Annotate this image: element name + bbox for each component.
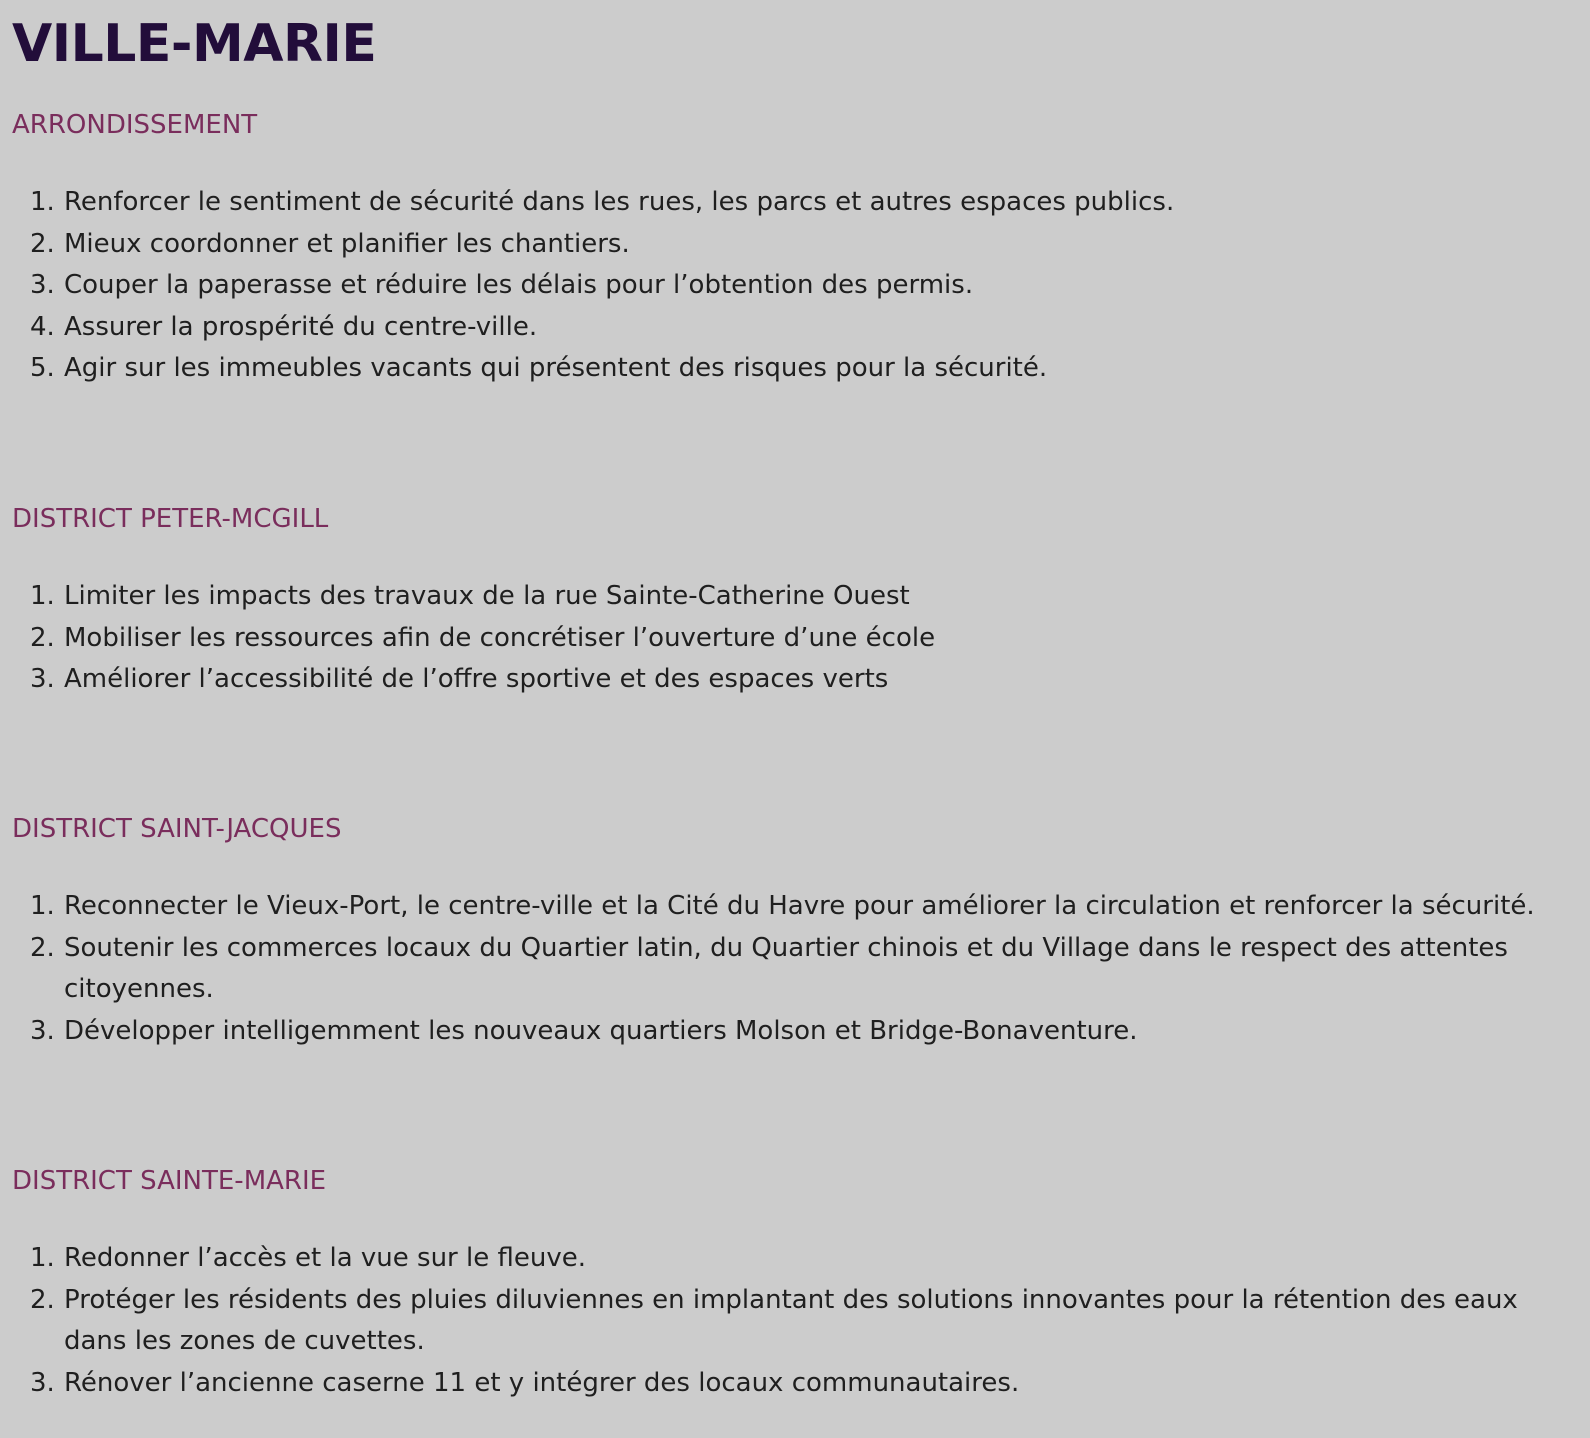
goal-list <box>12 886 1572 1052</box>
list-item <box>12 1238 1544 1280</box>
list-item-number: 1. <box>30 581 55 611</box>
goal-list <box>12 182 1572 390</box>
list-item <box>12 348 1544 390</box>
goal-list <box>12 576 1572 701</box>
list-item-text: Soutenir les commerces locaux du Quartier latin, du Quartier chinois et du Village dans le respect des attentes citoyennes. <box>64 932 1508 1004</box>
list-item-number: 3. <box>30 1367 55 1398</box>
section-title: DISTRICT PETER-MCGILL <box>12 504 329 534</box>
section-title: DISTRICT SAINT-JACQUES <box>12 814 342 844</box>
list-item-text: Mobiliser les ressources afin de concrétiser l’ouverture d’une école <box>64 622 936 653</box>
list-item <box>12 576 1544 618</box>
list-item <box>12 1011 1544 1053</box>
section-title: ARRONDISSEMENT <box>12 110 258 140</box>
section-sainte-marie <box>12 1164 1572 1404</box>
list-item-number: 2. <box>30 1284 55 1315</box>
goal-list <box>12 1238 1572 1404</box>
list-item <box>12 886 1544 928</box>
list-item <box>12 307 1544 349</box>
list-item-text: Protéger les résidents des pluies diluviennes en implantant des solutions innovantes pour la rétention des eaux dans les zones de cuvettes. <box>64 1284 1518 1356</box>
list-item-number: 3. <box>30 664 55 694</box>
list-item-text: Améliorer l’accessibilité de l’offre sportive et des espaces verts <box>64 664 889 694</box>
list-item <box>12 1363 1544 1405</box>
list-item-number: 1. <box>30 891 55 921</box>
section-title: DISTRICT SAINTE-MARIE <box>12 1166 327 1196</box>
list-item-text: Rénover l’ancienne caserne 11 et y intégrer des locaux communautaires. <box>64 1367 1020 1398</box>
list-item <box>12 265 1544 307</box>
list-item <box>12 618 1544 660</box>
list-item-text: Limiter les impacts des travaux de la rue Sainte-Catherine Ouest <box>64 581 910 611</box>
list-item-text: Mieux coordonner et planifier les chantiers. <box>64 228 630 259</box>
list-item-number: 1. <box>30 1243 55 1273</box>
list-item <box>12 928 1544 1011</box>
list-item-text: Assurer la prospérité du centre-ville. <box>64 311 538 342</box>
list-item-number: 2. <box>30 622 55 653</box>
section-peter-mcgill <box>12 502 1572 701</box>
list-item <box>12 1280 1544 1363</box>
list-item-text: Couper la paperasse et réduire les délais pour l’obtention des permis. <box>64 270 974 300</box>
list-item-number: 3. <box>30 270 55 300</box>
list-item <box>12 659 1544 701</box>
list-item-number: 1. <box>30 187 55 217</box>
list-item-number: 2. <box>30 228 55 259</box>
list-item-text: Redonner l’accès et la vue sur le fleuve. <box>64 1243 586 1273</box>
list-item-text: Renforcer le sentiment de sécurité dans les rues, les parcs et autres espaces publics. <box>64 187 1175 217</box>
list-item-number: 4. <box>30 311 55 342</box>
list-item-text: Développer intelligemment les nouveaux quartiers Molson et Bridge-Bonaventure. <box>64 1015 1138 1046</box>
list-item <box>12 224 1544 266</box>
section-arrondissement <box>12 108 1572 390</box>
list-item-text: Reconnecter le Vieux-Port, le centre-ville et la Cité du Havre pour améliorer la circulation et renforcer la sécurité. <box>64 891 1535 921</box>
list-item-number: 3. <box>30 1015 55 1046</box>
list-item-text: Agir sur les immeubles vacants qui présentent des risques pour la sécurité. <box>64 353 1048 383</box>
list-item-number: 5. <box>30 353 55 383</box>
list-item-number: 2. <box>30 932 55 963</box>
list-item <box>12 182 1544 224</box>
page-title: VILLE-MARIE <box>12 14 377 74</box>
section-saint-jacques <box>12 812 1572 1052</box>
